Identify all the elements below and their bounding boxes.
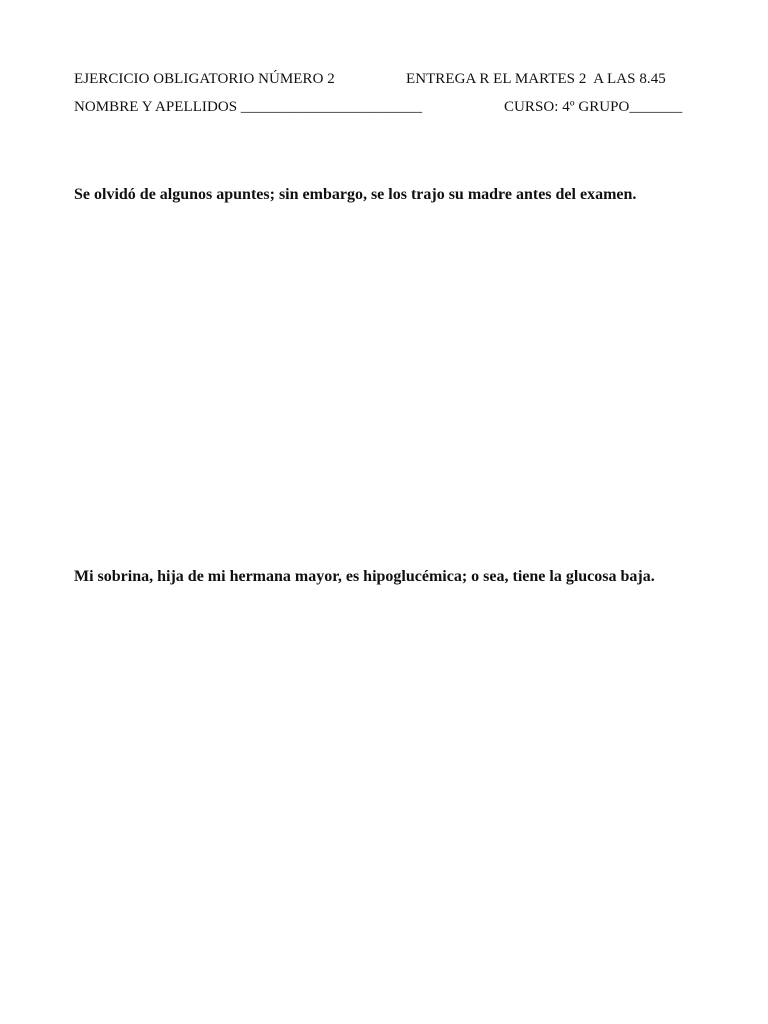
exercise-sentence-2: Mi sobrina, hija de mi hermana mayor, es hipoglucémica; o sea, tiene la glucosa baja. <box>74 568 655 585</box>
delivery-note: ENTREGA R EL MARTES 2 A LAS 8.45 <box>406 71 666 87</box>
exercise-title: EJERCICIO OBLIGATORIO NÚMERO 2 <box>74 71 335 87</box>
course-group-line: CURSO: 4º GRUPO_______ <box>504 99 683 115</box>
name-field-line: NOMBRE Y APELLIDOS ________________________ <box>74 99 423 115</box>
exercise-sentence-1: Se olvidó de algunos apuntes; sin embargo, se los trajo su madre antes del examen. <box>74 186 637 203</box>
